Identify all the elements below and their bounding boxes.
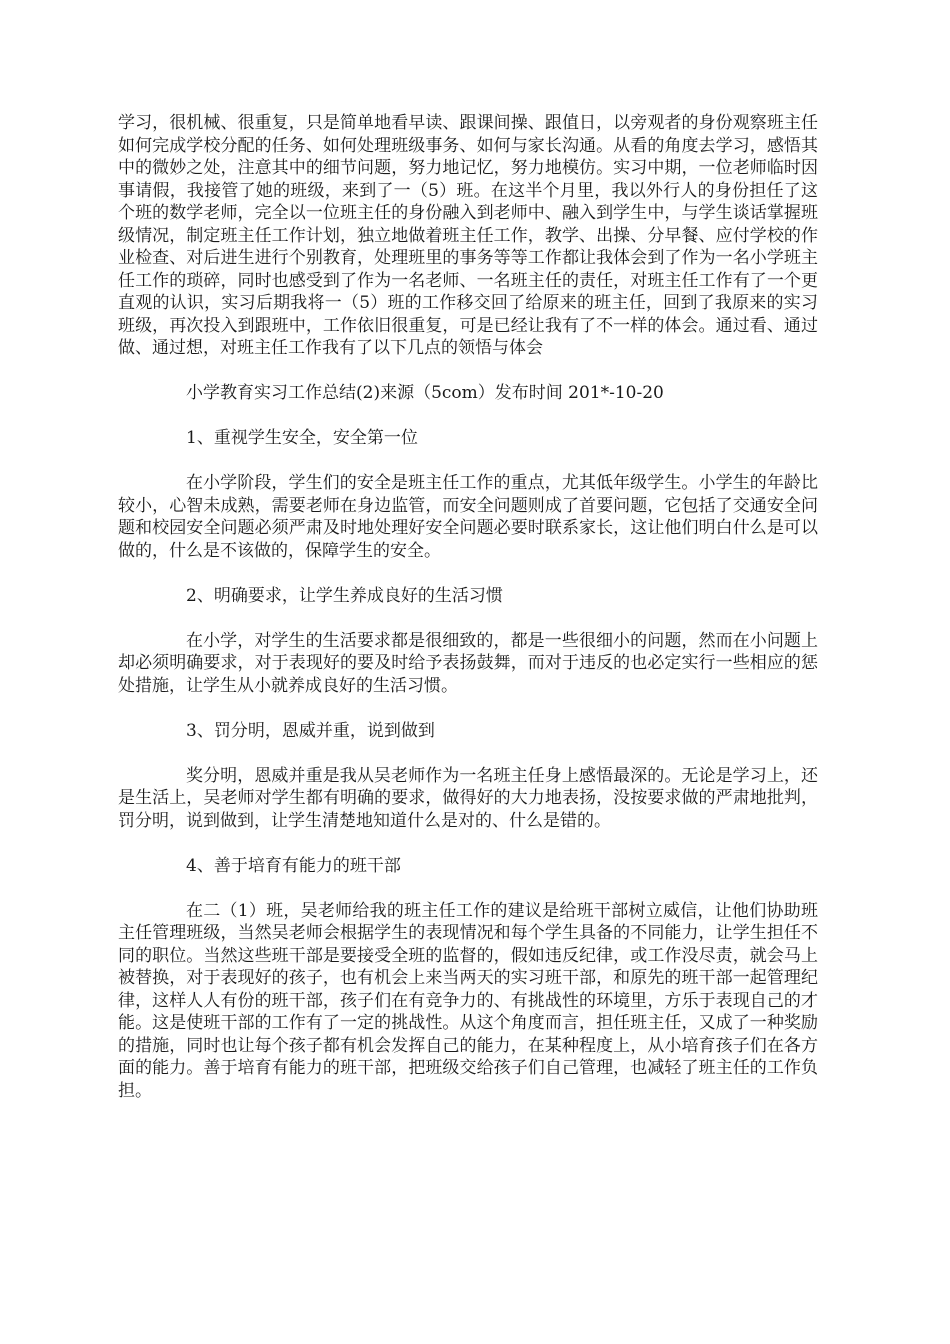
section-heading-class-leaders: 4、善于培育有能力的班干部 xyxy=(186,855,401,876)
section-body-habits: 在小学，对学生的生活要求都是很细致的，都是一些很细小的问题，然而在小问题上却必须明确要求，对于表现好的要及时给予表扬鼓舞，而对于违反的也必定实行一些相应的惩处措施，让学生从小就养成良好的生活习惯。 xyxy=(118,630,818,696)
section-heading-discipline: 3、罚分明，恩威并重，说到做到 xyxy=(186,720,435,741)
spacer xyxy=(118,360,818,383)
spacer xyxy=(118,832,818,855)
spacer xyxy=(118,405,818,428)
section-heading-habits: 2、明确要求，让学生养成良好的生活习惯 xyxy=(186,585,503,606)
spacer xyxy=(118,562,818,585)
section-body-safety: 在小学阶段，学生们的安全是班主任工作的重点，尤其低年级学生。小学生的年龄比较小，心智未成熟，需要老师在身边监管，而安全问题则成了首要问题，它包括了交通安全问题和校园安全问题必须严肃及时地处理好安全问题必要时联系家长，这让他们明白什么是可以做的，什么是不该做的，保障学生的安全。 xyxy=(118,473,818,561)
section-body-class-leaders: 在二（1）班，吴老师给我的班主任工作的建议是给班干部树立威信，让他们协助班主任管理班级，当然吴老师会根据学生的表现情况和每个学生具备的不同能力，让学生担任不同的职位。当然这些班干部是要接受全班的监督的，假如违反纪律，或工作没尽责，就会马上被替换，对于表现好的孩子，也有机会上来当两天的实习班干部，和原先的班干部一起管理纪律，这样人人有份的班干部，孩子们在有竞争力的、有挑战性的环境里，方乐于表现自己的才能。这是使班干部的工作有了一定的挑战性。从这个角度而言，担任班主任，又成了一种奖励的措施，同时也让每个孩子都有机会发挥自己的能力，在某种程度上，从小培育孩子们在各方面的能力。善于培育有能力的班干部，把班级交给孩子们自己管理，也减轻了班主任的工作负担。 xyxy=(118,900,818,1101)
document-page xyxy=(118,112,818,1102)
spacer xyxy=(118,742,818,765)
spacer xyxy=(118,450,818,473)
spacer xyxy=(118,607,818,630)
intro-paragraph: 学习，很机械、很重复，只是简单地看早读、跟课间操、跟值日，以旁观者的身份观察班主任如何完成学校分配的任务、如何处理班级事务、如何与家长沟通。从看的角度去学习，感悟其中的微妙之处，注意其中的细节问题，努力地记忆，努力地模仿。实习中期，一位老师临时因事请假，我接管了她的班级，来到了一（5）班。在这半个月里，我以外行人的身份担任了这个班的数学老师，完全以一位班主任的身份融入到老师中、融入到学生中，与学生谈话掌握班级情况，制定班主任工作计划，独立地做着班主任工作，教学、出操、分早餐、应付学校的作业检查、对后进生进行个别教育，处理班里的事务等等工作都让我体会到了作为一名小学班主任工作的琐碎，同时也感受到了作为一名老师、一名班主任的责任，对班主任工作有了一个更直观的认识，实习后期我将一（5）班的工作移交回了给原来的班主任，回到了我原来的实习班级，再次投入到跟班中，工作依旧很重复，可是已经让我有了不一样的体会。通过看、通过做、通过想，对班主任工作我有了以下几点的领悟与体会 xyxy=(118,113,818,358)
section-body-discipline: 奖分明，恩威并重是我从吴老师作为一名班主任身上感悟最深的。无论是学习上，还是生活上，吴老师对学生都有明确的要求，做得好的大力地表扬，没按要求做的严肃地批判，罚分明，说到做到，让学生清楚地知道什么是对的、什么是错的。 xyxy=(118,765,818,831)
spacer xyxy=(118,877,818,900)
source-line: 小学教育实习工作总结(2)来源（5com）发布时间 201*-10-20 xyxy=(186,383,664,403)
section-heading-safety: 1、重视学生安全，安全第一位 xyxy=(186,428,418,448)
spacer xyxy=(118,697,818,720)
